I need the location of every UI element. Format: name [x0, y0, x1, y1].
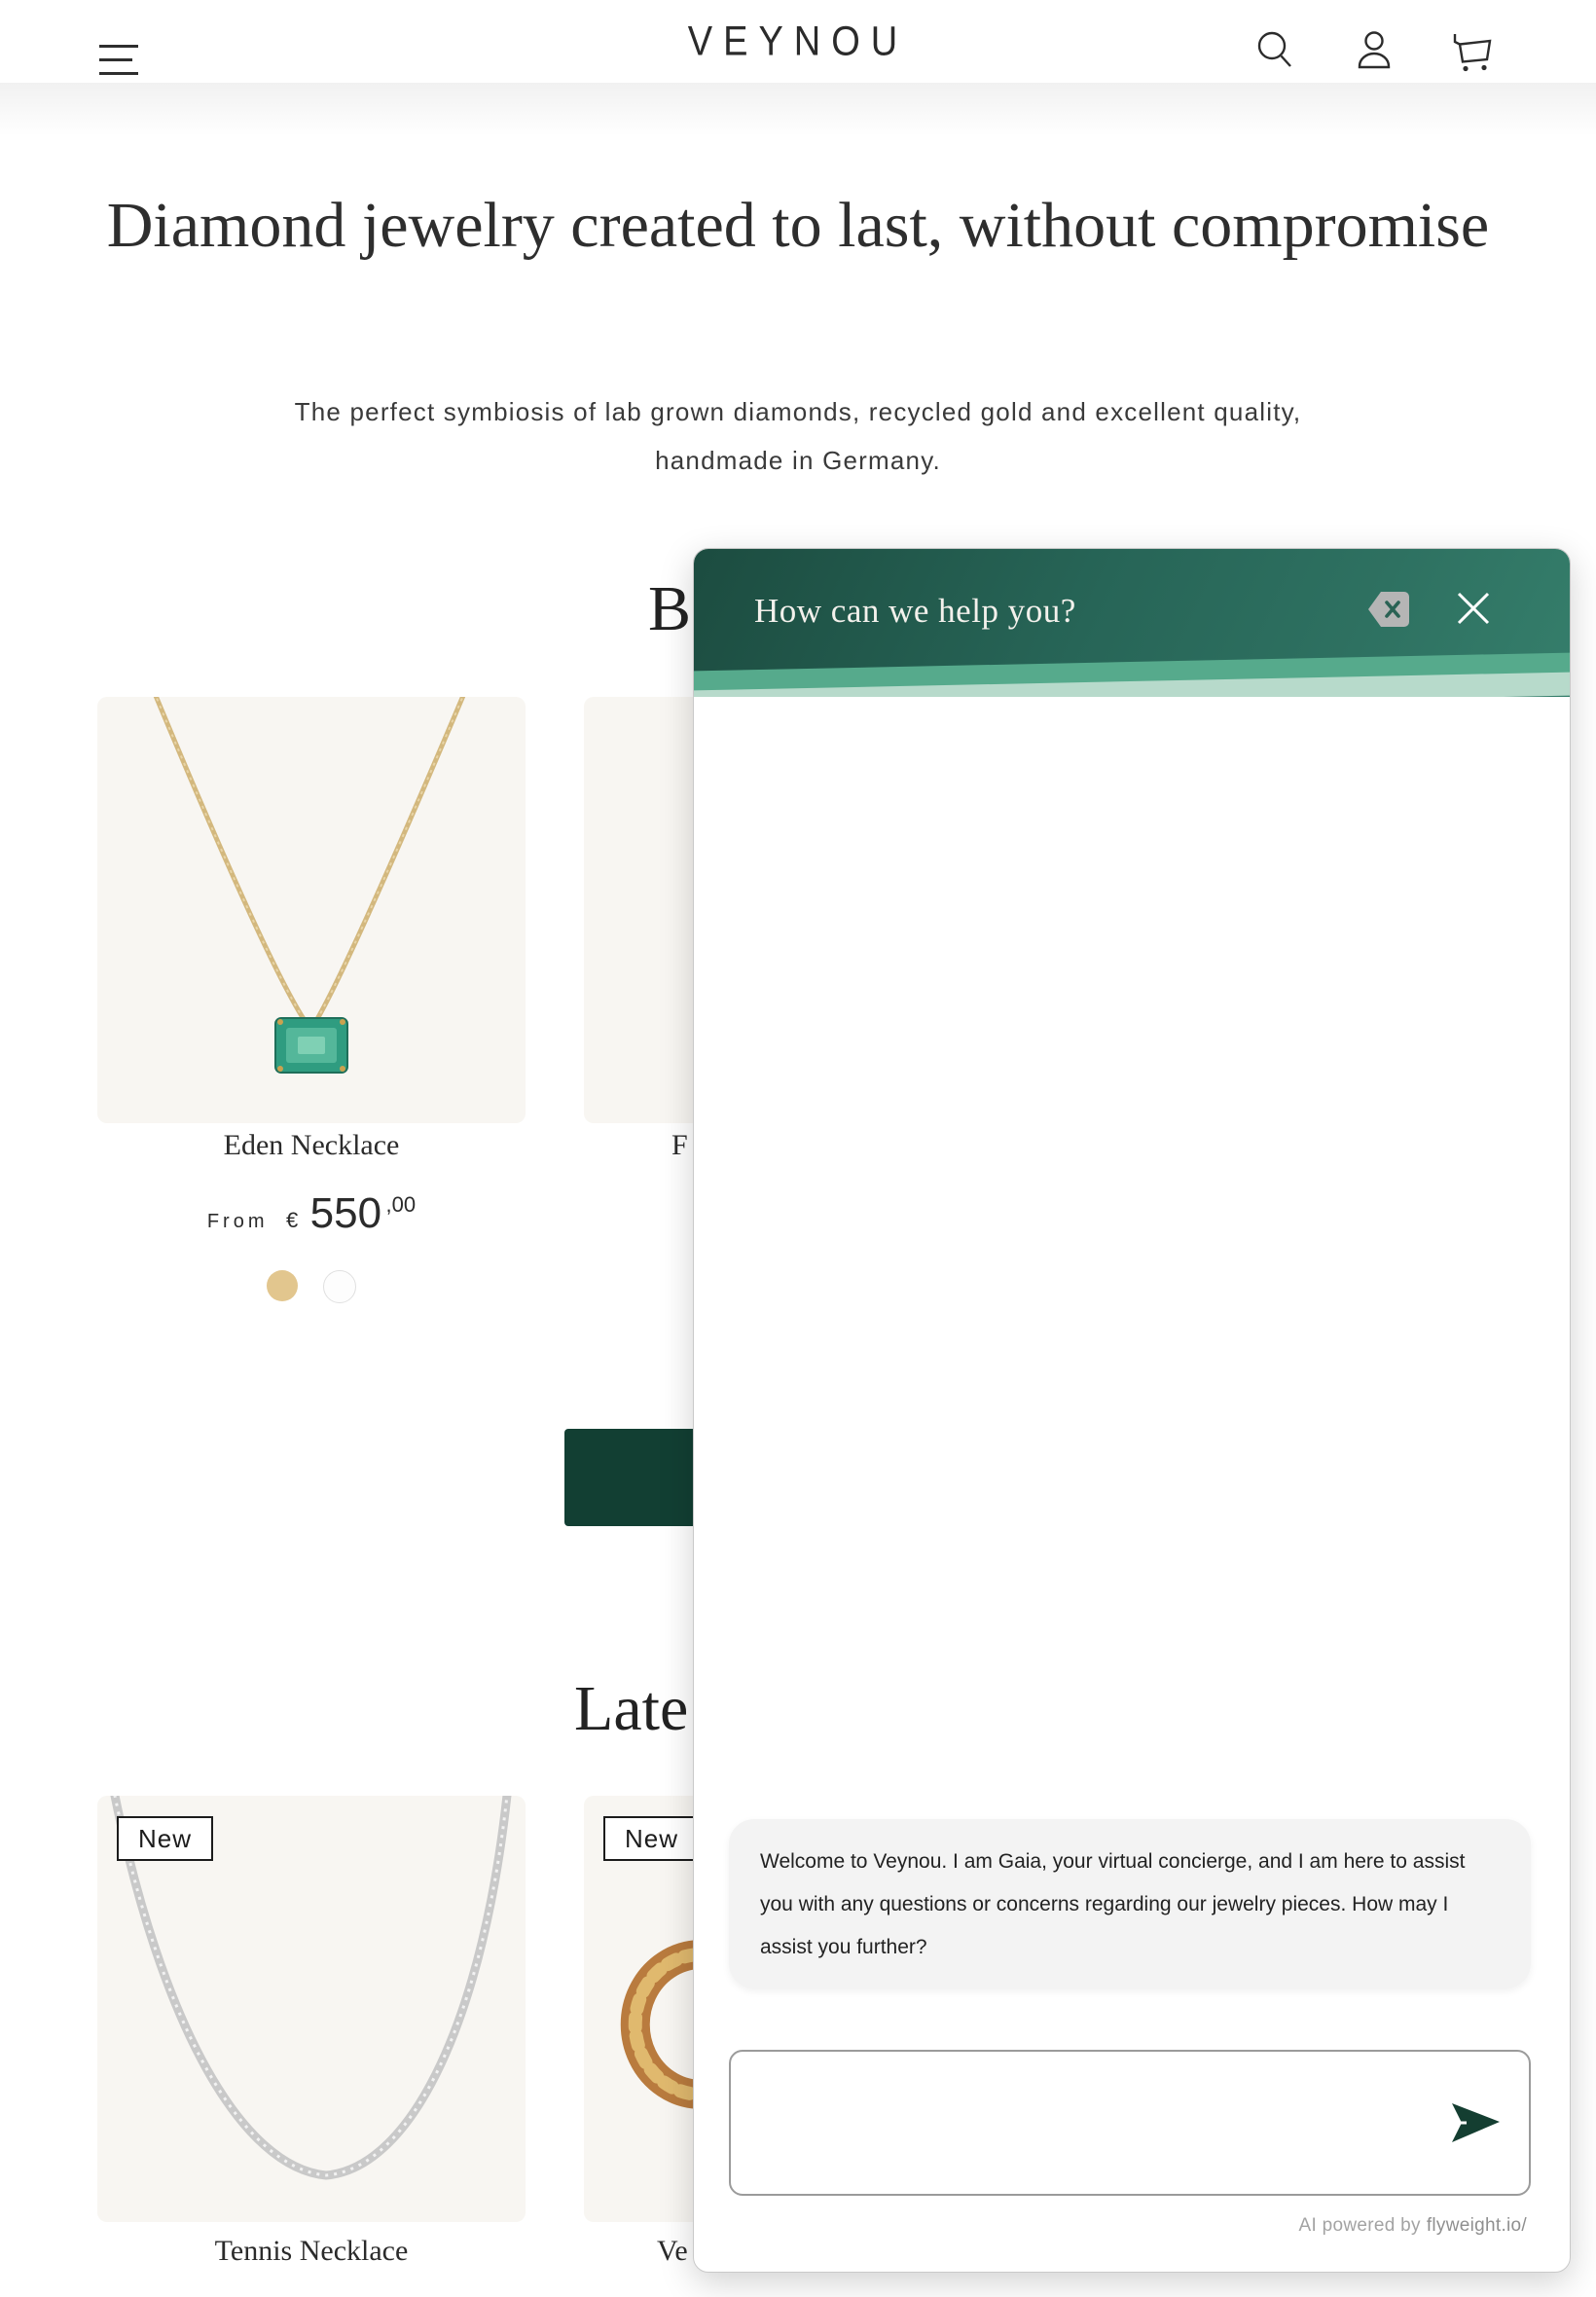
product-title-partial-bottom[interactable]: Ve: [657, 2235, 688, 2267]
swatch-gold[interactable]: [267, 1270, 298, 1301]
chat-input-box: [729, 2050, 1531, 2196]
close-chat-icon[interactable]: [1455, 590, 1504, 638]
new-badge-tennis: New: [117, 1816, 213, 1861]
chat-panel: [693, 548, 1571, 2273]
clear-chat-icon[interactable]: [1365, 586, 1414, 635]
hero-subtitle: The perfect symbiosis of lab grown diamonds, recycled gold and excellent quality, handmade in Germany.: [294, 397, 1302, 475]
chat-title: How can we help you?: [754, 592, 1076, 630]
swatch-white[interactable]: [323, 1270, 356, 1303]
site-logo[interactable]: VEYNOU: [687, 18, 909, 65]
site-header: [0, 0, 1596, 83]
hero-title: Diamond jewelry created to last, without compromise: [106, 190, 1490, 262]
new-badge-partial-bottom: New: [603, 1816, 700, 1861]
product-title-eden[interactable]: Eden Necklace: [223, 1129, 400, 1161]
eden-necklace-image: [97, 697, 526, 1123]
product-title-tennis[interactable]: Tennis Necklace: [214, 2235, 409, 2267]
price-currency: €: [285, 1208, 299, 1232]
header-shadow: [0, 83, 1596, 136]
search-icon[interactable]: [1255, 29, 1294, 72]
bestsellers-heading: B: [648, 573, 692, 644]
chat-header: [694, 549, 1570, 697]
chat-welcome-bubble: [729, 1819, 1531, 1988]
price-prefix: From: [206, 1211, 269, 1232]
chat-footer-brand[interactable]: flyweight.io/: [1426, 2215, 1527, 2236]
chat-message-input[interactable]: [748, 2065, 1433, 2184]
cart-icon[interactable]: [1448, 29, 1493, 74]
product-title-partial-top[interactable]: F: [671, 1129, 688, 1161]
account-icon[interactable]: [1355, 29, 1394, 72]
price-cents: ,00: [385, 1192, 417, 1217]
product-price-eden: [97, 1189, 526, 1238]
latest-heading: Late: [574, 1673, 689, 1744]
chat-welcome-message: Welcome to Veynou. I am Gaia, your virtual concierge, and I am here to assist you with any questions or concerns regarding our jewelry pieces. How may I assist you further?: [760, 1850, 1466, 1958]
chat-footer: [1298, 2215, 1527, 2237]
chat-footer-prefix: AI powered by: [1298, 2215, 1421, 2236]
price-amount: 550: [309, 1189, 382, 1237]
product-card-eden-image[interactable]: [97, 697, 526, 1123]
send-message-icon[interactable]: [1451, 2102, 1502, 2143]
